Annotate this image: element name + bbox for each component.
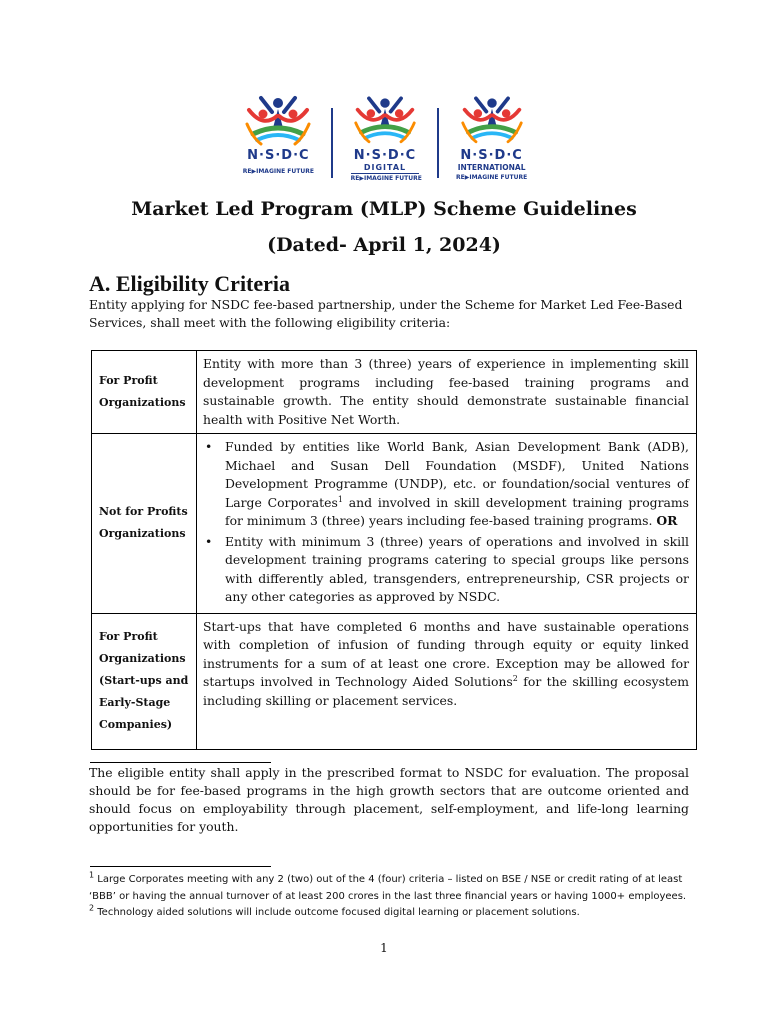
row-label: For Profit Organizations (Start-ups and Early-Stage Companies): [92, 613, 197, 749]
nsdc-digital-logo: [339, 94, 432, 186]
bullet-text: and involved in skill development training programs for minimum 3 (three) years including fee-based training programs.: [225, 494, 689, 528]
logo-tagline: RE▶IMAGINE FUTURE: [456, 174, 528, 181]
logo-tagline: RE▶IMAGINE FUTURE: [350, 175, 422, 182]
footnote-separator: [90, 866, 271, 867]
bullet-text: Funded by entities like World Bank, Asian Development Bank (ADB), Michael and Susan Dell Foundation (MSDF), United Nations Development Programme (UNDP), etc. or foundation/social ventures of Large Corporates: [225, 439, 689, 510]
eligibility-table: [91, 350, 697, 750]
section-heading: A. Eligibility Criteria: [89, 271, 291, 296]
row-description: [197, 613, 697, 749]
nsdc-international-logo: [445, 94, 538, 186]
footnote: [89, 905, 689, 922]
list-item: [203, 438, 689, 531]
table-row: [92, 434, 697, 614]
logo-brand: N·S·D·C: [460, 148, 523, 163]
logo-sub: DIGITAL: [363, 163, 407, 172]
page-number: 1: [380, 941, 388, 955]
row-text: Start-ups that have completed 6 months and have sustainable operations with completion of infusion of funding through equity or equity linked instruments for a sum of at least one crore. Exception may be allowed for startups involved in Technology Aided Solutions: [203, 618, 689, 689]
row-text: for the skilling ecosystem including skilling or placement services.: [203, 674, 689, 708]
intro-paragraph: Entity applying for NSDC fee-based partnership, under the Scheme for Market Led Fee-Based Services, shall meet with the following eligibility criteria:: [89, 297, 683, 330]
footnote-mark: 1: [89, 870, 95, 880]
row-description: [197, 434, 697, 614]
logo-brand: N·S·D·C: [353, 148, 417, 163]
list-item: • Entity with minimum 3 (three) years of operations and involved in skill development training programs catering to special groups like persons with differently abled, transgenders, entrepreneurship, CSR projects or any other categories as approved by NSDC.: [203, 533, 689, 607]
table-row: [92, 351, 697, 434]
bullet-list: [203, 438, 689, 607]
document-title: Market Led Program (MLP) Scheme Guidelines: [131, 198, 637, 220]
footnote-text: Large Corporates meeting with any 2 (two) out of the 4 (four) criteria – listed on BSE / NSE or credit rating of at least ‘BBB’ or having the annual turnover of at least 200 crores in the last three financial years or having 1000+ employees.: [89, 874, 687, 902]
people-figures-icon: [459, 94, 525, 148]
footnote-ref: 2: [512, 673, 518, 683]
footnote: [89, 872, 689, 905]
footnote-text: Technology aided solutions will include outcome focused digital learning or placement solutions.: [94, 907, 580, 918]
separator-line: [90, 762, 271, 763]
people-figures-icon: [352, 94, 418, 148]
footnote-ref: 1: [337, 494, 343, 504]
row-description: Entity with more than 3 (three) years of experience in implementing skill development programs including fee-based training programs and sustainable growth. The entity should demonstrate sustainable financial health with Positive Net Worth.: [197, 351, 697, 434]
row-label: Not for Profits Organizations: [92, 434, 197, 614]
logo-divider: [437, 108, 439, 178]
logo-tagline: RE▶IMAGINE FUTURE: [242, 168, 314, 175]
closing-paragraph: The eligible entity shall apply in the prescribed format to NSDC for evaluation. The proposal should be for fee-based programs in the high growth sectors that are outcome oriented and should focus on employability through placement, self-employment, and life-long learning opportunities for youth.: [89, 765, 689, 834]
logo-divider: [331, 108, 333, 178]
logo-sub: INTERNATIONAL: [457, 163, 526, 172]
row-label: For Profit Organizations: [92, 351, 197, 434]
nsdc-logo: [232, 94, 325, 186]
footnote-mark: 2: [89, 903, 95, 913]
logo-brand: N·S·D·C: [247, 148, 310, 163]
document-date: (Dated- April 1, 2024): [267, 234, 501, 256]
or-label: OR: [656, 513, 678, 528]
footnotes: [89, 872, 689, 922]
header-logos: [232, 94, 538, 186]
people-figures-icon: [243, 94, 313, 150]
table-row: [92, 613, 697, 749]
